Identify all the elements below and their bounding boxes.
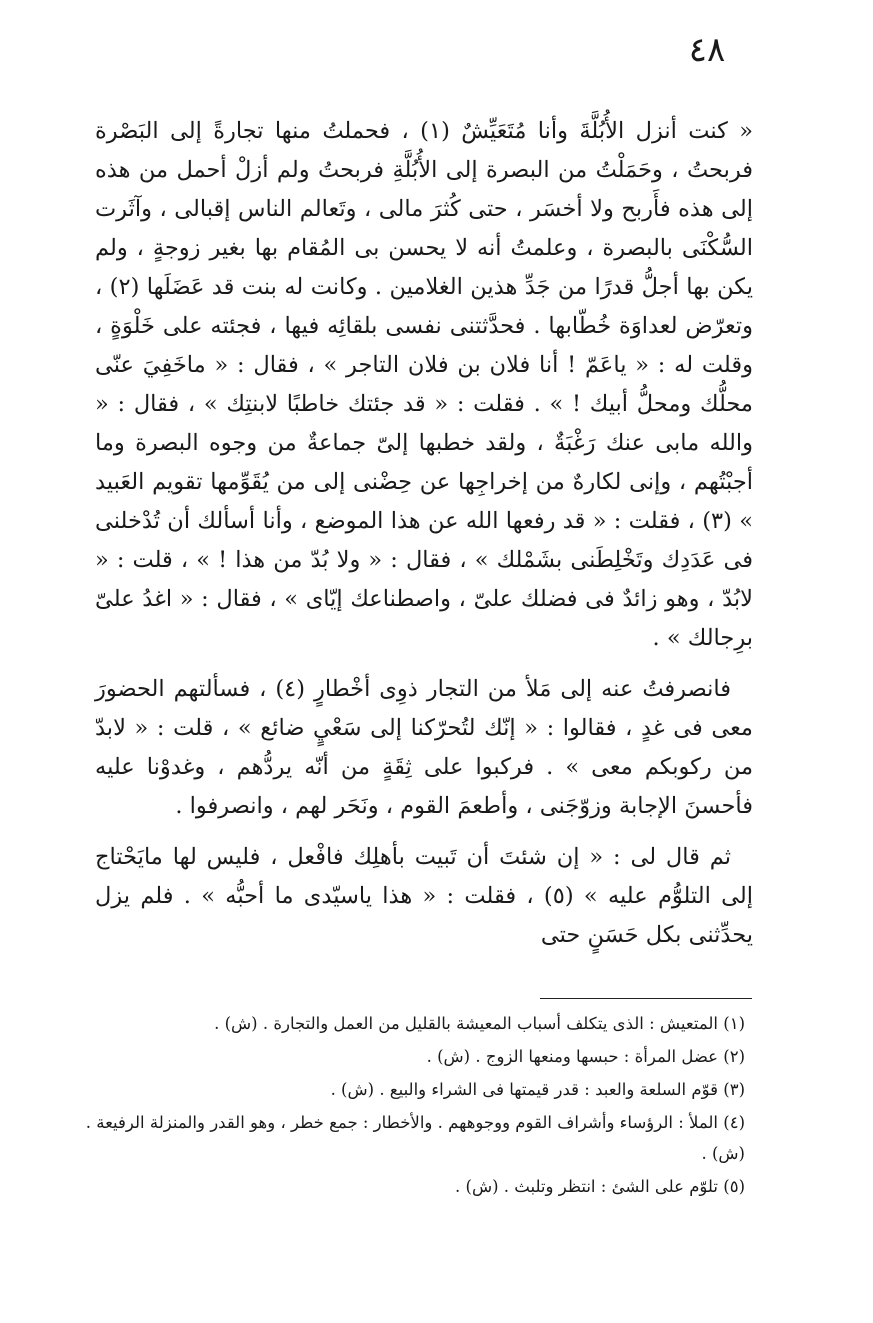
paragraph: « كنت أنزل الأُبُلَّةَ وأنا مُتَعَيِّشٌ (١) ، فحملتُ منها تجارةً إلى البَصْرة فربحتُ ، وحَمَلْتُ من البصرة إلى الأُبُلَّةِ فربحتُ ولم أزلْ أحمل من هذه إلى هذه فأَربح ولا أخسَر ، حتى كُثرَ مالى ، وتَعالم الناس إقبالى ، وآثَرت السُّكْنَى بالبصرة ، وعلمتُ أنه لا يحسن بى المُقام بها بغير زوجةٍ ، ولم يكن بها أجلُّ قدرًا من جَدِّ هذين الغلامين . وكانت له بنت قد عَضَلَها (٢) ، وتعرّض لعداوَة خُطّابها . فحدَّثتنى نفسى بلقائِه فيها ، فجئته على خَلْوَةٍ ، وقلت له : « ياعَمّ ! أنا فلان بن فلان التاجر » ، فقال : « ماخَفِيَ عنّى محلُّك ومحلُّ أبيك ! » . فقلت : « قد جئتك خاطبًا لابنتِك » ، فقال : « والله مابى عنك رَغْبَةٌ ، ولقد خطبها إلىّ جماعةٌ من وجوه البصرة وما أجبْتُهم ، وإنى لكارهٌ من إخراجِها عن حِضْنى إلى من يُقَوِّمها تقويم العَبيد » (٣) ، فقلت : « قد رفعها الله عن هذا الموضع ، وأنا أسألك أن تُدْخلنى فى عَدَدِك وتَخْلِطَنى بشَمْلك » ، فقال : « ولا بُدّ من هذا ! » ، قلت : « لابُدّ ، وهو زائدٌ فى فضلك علىّ ، واصطناعك إيّاى » ، فقال : « اغدُ علىّ برِجالك » . [95,118,753,651]
footnote: (٥) تلوّم على الشئ : انتظر وتلبث . (ش) . [455,1177,745,1196]
paragraph: ثم قال لى : « إن شئتَ أن تَبيت بأهلِك فافْعل ، فليس لها مايَحْتاج إلى التلوُّم عليه » (٥) ، فقلت : « هذا ياسيّدى ما أحبُّه » . فلم يزل يحدِّثنى بكل حَسَنٍ حتى [95,844,754,948]
footnotes [55,1008,745,1204]
footnote: (٢) عضل المرأة : حبسها ومنعها الزوج . (ش) . [426,1047,745,1066]
footnote-divider [540,998,752,999]
body-text [95,112,753,967]
paragraph: فانصرفتُ عنه إلى مَلأ من التجار ذوِى أخْطارٍ (٤) ، فسألتهم الحضورَ معى فى غدٍ ، فقالوا : « إنّك لتُحرّكنا إلى سَعْيٍ ضائع » ، قلت : « لابدّ من ركوبكم معى » . فركبوا على ثِقَةٍ من أنّه يردُّهم ، وغدوْنا عليه فأحسنَ الإجابة وزوّجَنى ، وأطعمَ القوم ، ونَحَر لهم ، وانصرفوا . [95,676,753,819]
footnote: (٤) الملأ : الرؤساء وأشراف القوم ووجوههم . والأخطار : جمع خطر ، وهو القدر والمنزلة الرفيعة . (ش) . [85,1113,745,1163]
footnote: (٣) قوّم السلعة والعبد : قدر قيمتها فى الشراء والبيع . (ش) . [330,1080,745,1099]
footnote: (١) المتعيش : الذى يتكلف أسباب المعيشة بالقليل من العمل والتجارة . (ش) . [214,1014,745,1033]
page-number: ٤٨ [688,30,726,70]
